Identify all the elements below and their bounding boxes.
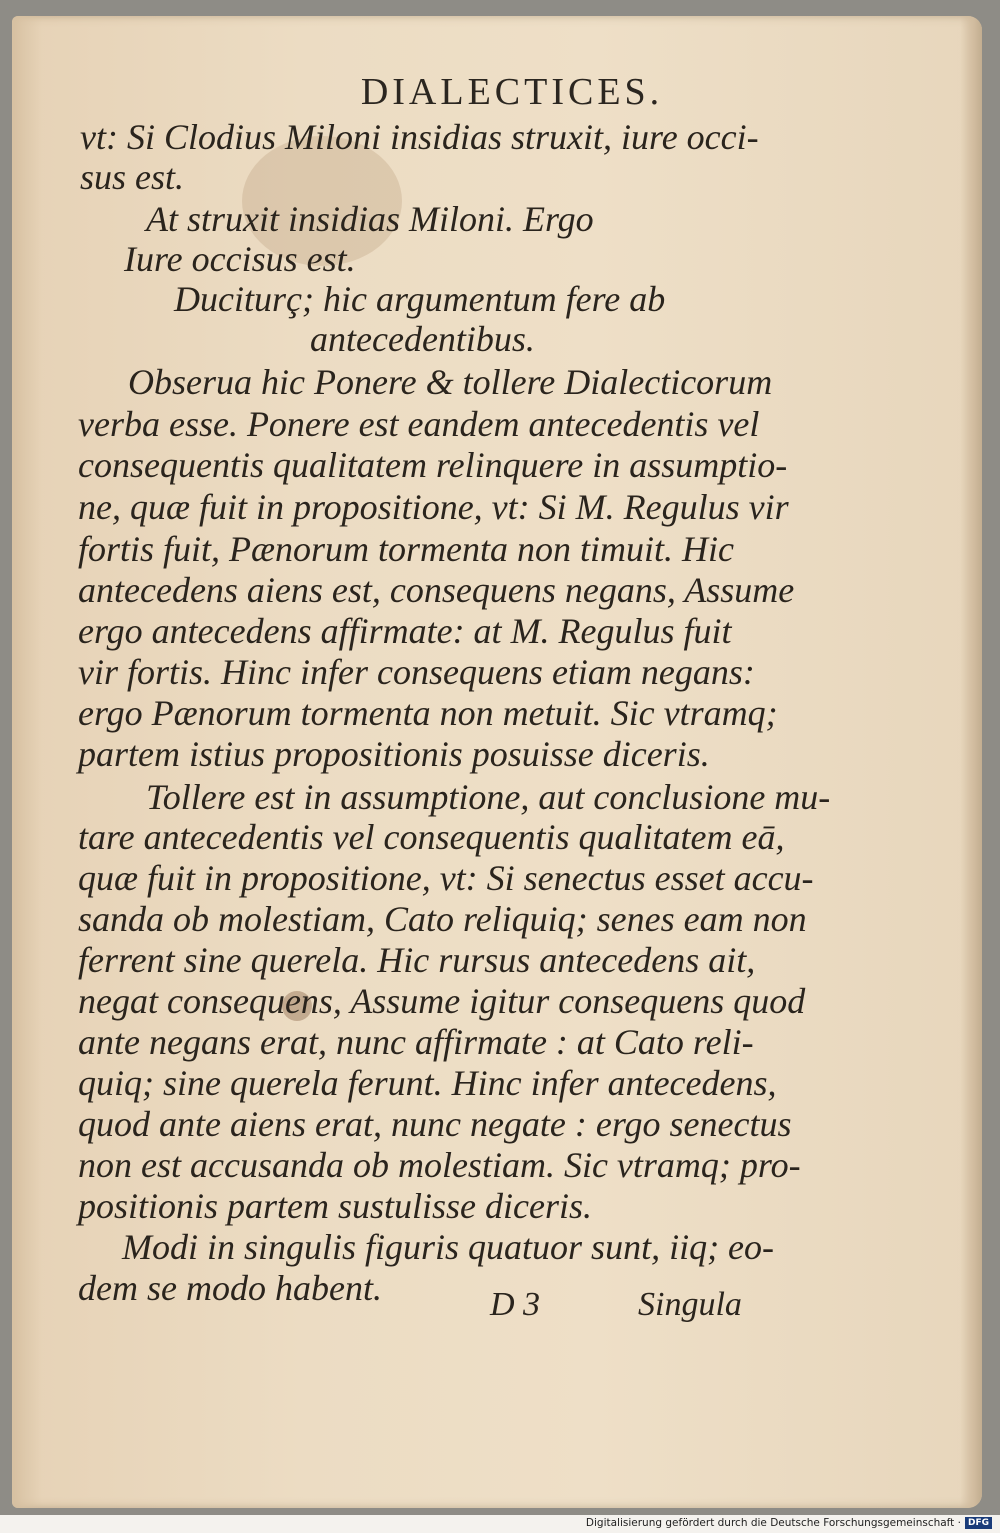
text-line: ergo antecedens affirmate: at M. Regulus fuit (78, 611, 732, 651)
text-line: dem se modo habent. (78, 1268, 382, 1308)
credit-text: Digitalisierung gefördert durch die Deutsche Forschungsgemeinschaft · (585, 1517, 961, 1529)
running-head: DIALECTICES. (360, 71, 664, 113)
text-line: ergo Pænorum tormenta non metuit. Sic vtramq; (78, 693, 778, 733)
text-line: vir fortis. Hinc infer consequens etiam negans: (78, 652, 755, 692)
text-line: verba esse. Ponere est eandem antecedentis vel (78, 404, 760, 444)
text-line: Tollere est in assumptione, aut conclusione mu- (146, 777, 831, 817)
text-line: ante negans erat, nunc affirmate : at Cato reli- (78, 1022, 754, 1062)
text-line: sus est. (80, 157, 185, 197)
page-gutter (12, 16, 42, 1508)
text-line: ne, quæ fuit in propositione, vt: Si M. Regulus vir (78, 487, 789, 527)
text-line: Iure occisus est. (124, 239, 356, 279)
text-line: ferrent sine querela. Hic rursus antecedens ait, (78, 940, 756, 980)
text-line: vt: Si Clodius Miloni insidias struxit, iure occi- (80, 117, 759, 157)
signature-mark: D 3 (490, 1286, 541, 1323)
text-line: Duciturç; hic argumentum fere ab (174, 279, 666, 319)
text-line: antecedentibus. (310, 319, 535, 359)
catchword: Singula (638, 1286, 742, 1323)
digitization-credit (586, 1515, 992, 1531)
text-line: Modi in singulis figuris quatuor sunt, iiq; eo- (122, 1227, 775, 1267)
text-line: partem istius propositionis posuisse diceris. (78, 734, 710, 774)
text-line: antecedens aiens est, consequens negans, Assume (78, 570, 795, 610)
text-line: quod ante aiens erat, nunc negate : ergo senectus (78, 1104, 792, 1144)
text-line: tare antecedentis vel consequentis qualitatem eā, (78, 817, 785, 857)
text-line: fortis fuit, Pænorum tormenta non timuit. Hic (78, 529, 735, 569)
page-edge (960, 16, 982, 1508)
text-line: Obserua hic Ponere & tollere Dialecticorum (128, 362, 773, 402)
text-line: negat consequens, Assume igitur consequens quod (78, 981, 806, 1021)
text-line: non est accusanda ob molestiam. Sic vtramq; pro- (78, 1145, 801, 1185)
text-line: sanda ob molestiam, Cato reliquiq; senes eam non (78, 899, 807, 939)
dfg-logo-icon: DFG (965, 1517, 992, 1529)
book-page (12, 16, 982, 1508)
text-line: consequentis qualitatem relinquere in assumptio- (78, 445, 788, 485)
text-line: positionis partem sustulisse diceris. (78, 1186, 593, 1226)
text-line: quiq; sine querela ferunt. Hinc infer antecedens, (78, 1063, 777, 1103)
text-line: At struxit insidias Miloni. Ergo (146, 199, 594, 239)
text-line: quæ fuit in propositione, vt: Si senectus esset accu- (78, 858, 814, 898)
